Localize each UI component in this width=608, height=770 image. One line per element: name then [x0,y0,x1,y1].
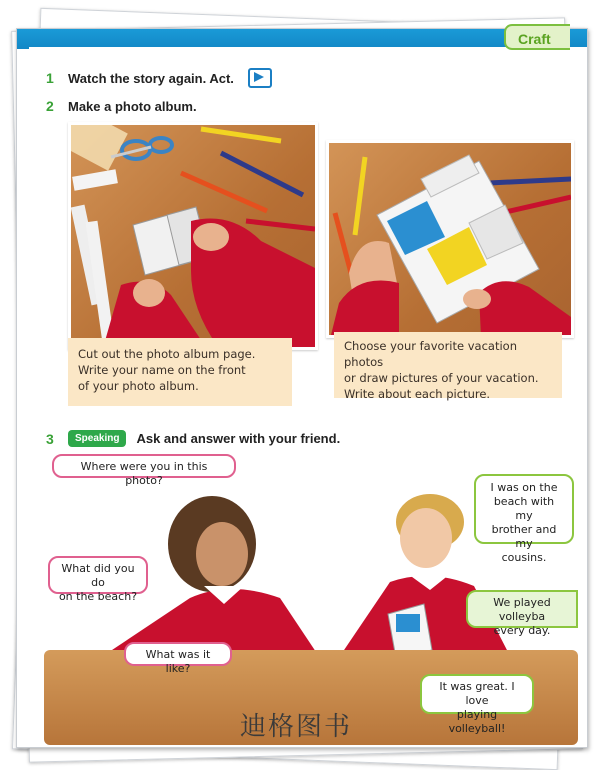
bubble-text: every day. [493,624,551,637]
instruction-3 [46,430,340,447]
bubble-text: cousins. [501,551,547,564]
bubble-text: I was on the [490,481,558,494]
craft-tab[interactable]: Craft [504,24,570,50]
instruction-number: 2 [46,98,54,114]
bubble-great [420,674,534,735]
watermark: 迪格图书 [240,712,353,742]
bubble-text: We played volleyba [493,596,551,623]
bubble-where [52,454,236,487]
bubble-what-like [124,642,232,675]
speaking-badge: Speaking [68,430,126,447]
instruction-text: Watch the story again. Act. [68,70,234,86]
caption-line: of your photo album. [78,379,199,393]
caption-line: or draw pictures of your vacation. [344,371,539,385]
instruction-text: Ask and answer with your friend. [136,431,341,446]
instruction-text: Make a photo album. [68,98,197,114]
bubble-text: brother and my [491,523,557,550]
instruction-number: 3 [46,430,54,447]
bubble-text: beach with my [493,495,555,522]
bubble-text: playing volleyball! [448,708,506,735]
bubble-what-did [48,556,148,603]
instruction-number: 1 [46,70,54,86]
caption-left [68,338,292,406]
caption-line: Write your name on the front [78,363,246,377]
caption-right [334,332,562,401]
bubble-beach [474,474,574,564]
page-top-bar [17,29,587,49]
bubble-text: What was it like? [145,648,211,675]
bubble-text: Where were you in this photo? [80,460,208,487]
caption-line: Choose your favorite vacation photos [344,339,517,369]
photo-album-pages [326,140,574,338]
instruction-1 [46,68,272,88]
bubble-text: It was great. I love [439,680,515,707]
video-play-icon[interactable] [248,68,272,88]
bubble-text: What did you do [61,562,135,589]
caption-line: Write about each picture. [344,387,491,401]
bubble-volleyball [466,590,578,637]
bubble-text: on the beach? [58,590,138,603]
photo-cutting-album [68,122,318,350]
caption-line: Cut out the photo album page. [78,347,256,361]
instruction-2 [46,98,197,114]
